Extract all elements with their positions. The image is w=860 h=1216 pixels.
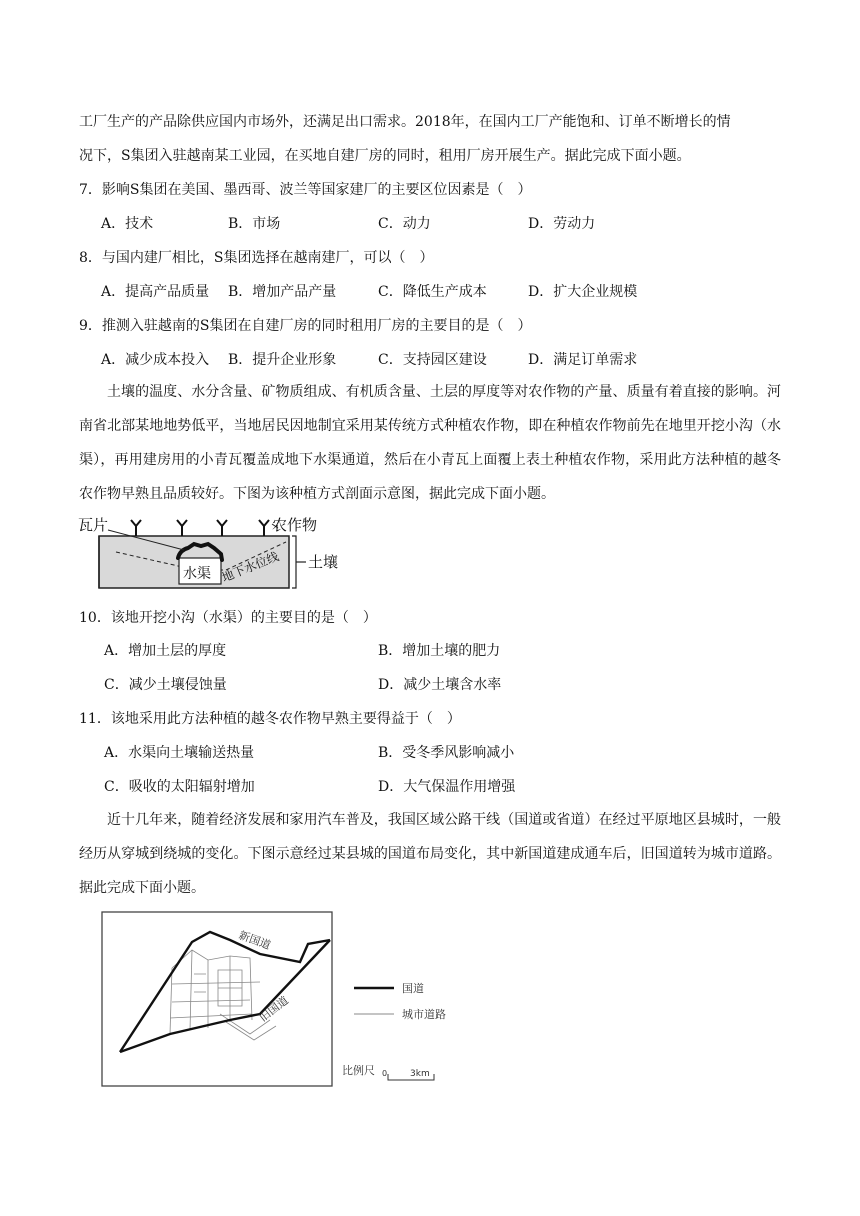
intro1-line1: 工厂生产的产品除供应国内市场外，还满足出口需求。2018年，在国内工厂产能饱和、订单不断增长的情 xyxy=(79,114,731,130)
question-10-stem: 10．该地开挖小沟（水渠）的主要目的是（ ） xyxy=(79,610,377,626)
q9-option-d: D．满足订单需求 xyxy=(528,352,638,368)
q8-option-c: C．降低生产成本 xyxy=(378,284,487,300)
question-8-stem: 8．与国内建厂相比，S集团选择在越南建厂，可以（ ） xyxy=(79,250,434,266)
q10-option-c: C．减少土壤侵蚀量 xyxy=(104,677,227,693)
q11-option-b: B．受冬季风影响减小 xyxy=(378,745,515,761)
canal-label: 水渠 xyxy=(183,566,211,582)
intro3-paragraph: 近十几年来，随着经济发展和家用汽车普及，我国区域公路干线（国道或省道）在经过平原地区县城时，一般经历从穿城到绕城的变化。下图示意经过某县城的国道布局变化，其中新国道建成通车后，旧国道转为城市道路。据此完成下面小题。 xyxy=(79,812,781,896)
question-7-stem: 7．影响S集团在美国、墨西哥、波兰等国家建厂的主要区位因素是（ ） xyxy=(79,182,532,198)
scale-value: 3km xyxy=(410,1069,430,1079)
intro2-paragraph: 土壤的温度、水分含量、矿物质组成、有机质含量、土层的厚度等对农作物的产量、质量有着直接的影响。河南省北部某地地势低平，当地居民因地制宜采用某传统方式种植农作物，即在种植农作物前先在地里开挖小沟（水渠），再用建房用的小青瓦覆盖成地下水渠通道，然后在小青瓦上面覆上表土种植农作物，采用此方法种植的越冬农作物早熟且品质较好。下图为该种植方式剖面示意图，据此完成下面小题。 xyxy=(79,384,781,502)
q10-option-b: B．增加土壤的肥力 xyxy=(378,643,501,659)
highway-map-figure xyxy=(100,910,450,1090)
intro1-line2: 况下，S集团入驻越南某工业园，在买地自建厂房的同时，租用厂房开展生产。据此完成下面小题。 xyxy=(79,148,691,164)
q7-option-c: C．动力 xyxy=(378,216,431,232)
q10-option-a: A．增加土层的厚度 xyxy=(104,643,227,659)
q7-option-b: B．市场 xyxy=(228,216,281,232)
legend-highway-label: 国道 xyxy=(402,982,424,995)
question-9-stem: 9．推测入驻越南的S集团在自建厂房的同时租用厂房的主要目的是（ ） xyxy=(79,318,532,334)
map-frame xyxy=(102,912,332,1086)
soil-label: 土壤 xyxy=(308,553,339,571)
legend-city-road-label: 城市道路 xyxy=(402,1008,446,1021)
q8-option-a: A．提高产品质量 xyxy=(101,284,210,300)
q8-option-d: D．扩大企业规模 xyxy=(528,284,638,300)
new-road-label: 新国道 xyxy=(236,928,273,953)
planting-profile-figure xyxy=(76,510,356,590)
scale-zero: 0 xyxy=(382,1069,388,1078)
q9-option-c: C．支持园区建设 xyxy=(378,352,487,368)
q11-option-a: A．水渠向土壤输送热量 xyxy=(104,745,255,761)
question-11-stem: 11．该地采用此方法种植的越冬农作物早熟主要得益于（ ） xyxy=(79,711,461,727)
scale-label: 比例尺 xyxy=(342,1064,375,1077)
water-table-label: 地下水位线 xyxy=(219,549,281,585)
q11-option-c: C．吸收的太阳辐射增加 xyxy=(104,779,255,795)
tile-label: 瓦片 xyxy=(78,516,109,534)
old-road-label: 旧国道 xyxy=(256,993,291,1025)
q11-option-d: D．大气保温作用增强 xyxy=(378,779,516,795)
q9-option-a: A．减少成本投入 xyxy=(101,352,210,368)
q9-option-b: B．提升企业形象 xyxy=(228,352,337,368)
q8-option-b: B．增加产品产量 xyxy=(228,284,337,300)
q10-option-d: D．减少土壤含水率 xyxy=(378,677,502,693)
crop-label: 农作物 xyxy=(272,516,318,534)
q7-option-a: A．技术 xyxy=(101,216,154,232)
crop-icons xyxy=(131,520,269,536)
q7-option-d: D．劳动力 xyxy=(528,216,596,232)
